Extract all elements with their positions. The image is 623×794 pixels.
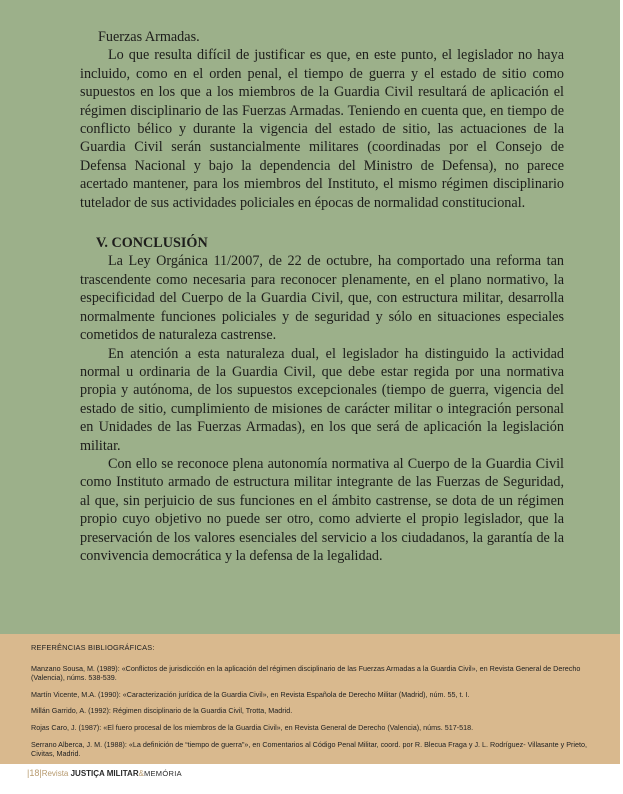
section-paragraph: Con ello se reconoce plena autonomía normativa al Cuerpo de la Guardia Civil como Instituto armado de estructura militar integrante de las Fuerzas de Seguridad, al que, sin perjuicio de sus funciones en el ámbito castrense, se dota de un régimen propio cuyo objetivo no puede ser otro, como advierte el propio legislador, que la preservación de los valores esenciales del servicio a los ciudadanos, la garantía de la convivencia democrática y la defensa de la legalidad. — [80, 455, 564, 564]
page-number: |18| — [27, 768, 42, 778]
references-box — [0, 634, 623, 764]
footer-journal-name: JUSTIÇA MILITAR — [70, 769, 139, 778]
section-heading: V. CONCLUSIÓN — [96, 235, 208, 252]
footer-ampersand: & — [138, 769, 144, 778]
article-body — [80, 28, 564, 565]
references-heading: REFERÊNCIAS BIBLIOGRÁFICAS: — [31, 643, 155, 652]
reference-item: Martín Vicente, M.A. (1990): «Caracterización jurídica de la Guardia Civil», en Revista Española de Derecho Militar (Madrid), núm. 55, t. I. — [31, 689, 470, 699]
body-paragraph: Fuerzas Armadas. — [98, 29, 200, 45]
section-paragraph: En atención a esta naturaleza dual, el legislador ha distinguido la actividad normal u ordinaria de la Guardia Civil, que debe estar regida por una normativa propia y autónoma, de los supuestos excepcionales (tiempo de guerra, vigencia del estado de sitio, cumplimiento de misiones de carácter militar o integración personal en Unidades de las Fuerzas Armadas), en los que será de aplicación la legislación militar. — [80, 345, 564, 454]
reference-item: Manzano Sousa, M. (1989): «Conflictos de jurisdicción en la aplicación del régimen disciplinario de las Fuerzas Armadas a la Guardia Civil», en Revista General de Derecho (Valencia), núms. 538-539. — [31, 663, 581, 683]
reference-item: Serrano Alberca, J. M. (1988): «La definición de “tiempo de guerra”», en Comentarios al Código Penal Militar, coord. por R. Blecua Fraga y J. L. Rodríguez- Villasante y Prieto, Civitas, Madrid. — [31, 739, 587, 759]
footer-revista: Revista — [41, 769, 69, 778]
reference-item: Rojas Caro, J. (1987): «El fuero procesal de los miembros de la Guardia Civil», en Revista General de Derecho (Valencia), núms. 517-518. — [31, 722, 474, 732]
page-footer — [27, 768, 182, 782]
reference-item: Millán Garrido, A. (1992): Régimen disciplinario de la Guardia Civil, Trotta, Madrid. — [31, 706, 293, 716]
footer-memoria: MEMÓRIA — [143, 769, 182, 778]
body-paragraph: Lo que resulta difícil de justificar es que, en este punto, el legislador no haya incluido, como en el orden penal, el tiempo de guerra y el estado de sitio como supuestos en los que a los miembros de la Guardia Civil resultará de aplicación el régimen disciplinario de las Fuerzas Armadas. Teniendo en cuenta que, en tiempo de conflicto bélico y durante la vigencia del estado de sitio, las actuaciones de la Guardia Civil serán sustancialmente militares (coordinadas por el Consejo de Defensa Nacional y bajo la dependencia del Ministro de Defensa), no parece acertado mantener, para los miembros del Instituto, el mismo régimen disciplinario tutelador de sus actividades policiales en épocas de normalidad constitucional. — [80, 47, 564, 211]
section-paragraph: La Ley Orgánica 11/2007, de 22 de octubre, ha comportado una reforma tan trascendente como necesaria para reconocer plenamente, en el plano normativo, la especificidad del Cuerpo de la Guardia Civil, que, con estructura militar, desarrolla normalmente funciones policiales y de seguridad y sólo en situaciones especiales cometidos de naturaleza castrense. — [80, 253, 564, 344]
